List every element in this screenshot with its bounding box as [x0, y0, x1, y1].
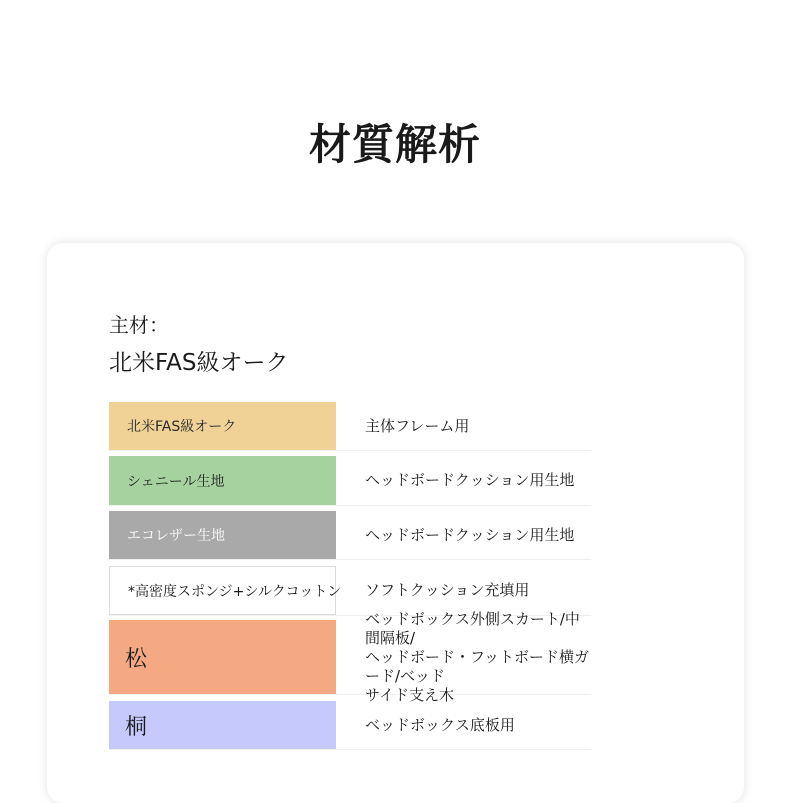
material-row-eco-leather: [109, 511, 591, 560]
material-usage-chenille: ヘッドボードクッション用生地: [365, 471, 575, 489]
material-swatch-sponge: *高密度スポンジ+シルクコットン: [109, 566, 336, 615]
main-material-value: 北米FAS級オーク: [109, 350, 289, 376]
material-card: [47, 243, 744, 803]
material-swatch-eco-leather: エコレザー生地: [109, 511, 336, 559]
material-row-sponge: [109, 566, 591, 616]
main-material-label: 主材：: [109, 313, 169, 337]
material-usage-paulownia: ベッドボックス底板用: [365, 715, 515, 734]
page-title: 材質解析: [308, 120, 481, 169]
material-row-pine: [109, 609, 591, 704]
material-usage-sponge: ソフトクッション充填用: [365, 581, 530, 599]
material-row-oak: [109, 402, 591, 451]
material-usage-eco-leather: ヘッドボードクッション用生地: [365, 525, 575, 544]
material-swatch-pine: 松: [109, 620, 336, 694]
material-swatch-chenille: シェニール生地: [109, 456, 336, 505]
material-swatch-oak: 北米FAS級オーク: [109, 402, 336, 450]
material-row-paulownia: [109, 701, 591, 750]
material-usage-oak: 主体フレーム用: [365, 416, 470, 435]
material-usage-pine: ベッドボックス外側スカート/中間隔板/ ヘッドボード・フットボード横ガード/ベッド サイド支え木: [365, 609, 589, 704]
material-swatch-paulownia: 桐: [109, 701, 336, 749]
material-row-chenille: [109, 456, 591, 506]
